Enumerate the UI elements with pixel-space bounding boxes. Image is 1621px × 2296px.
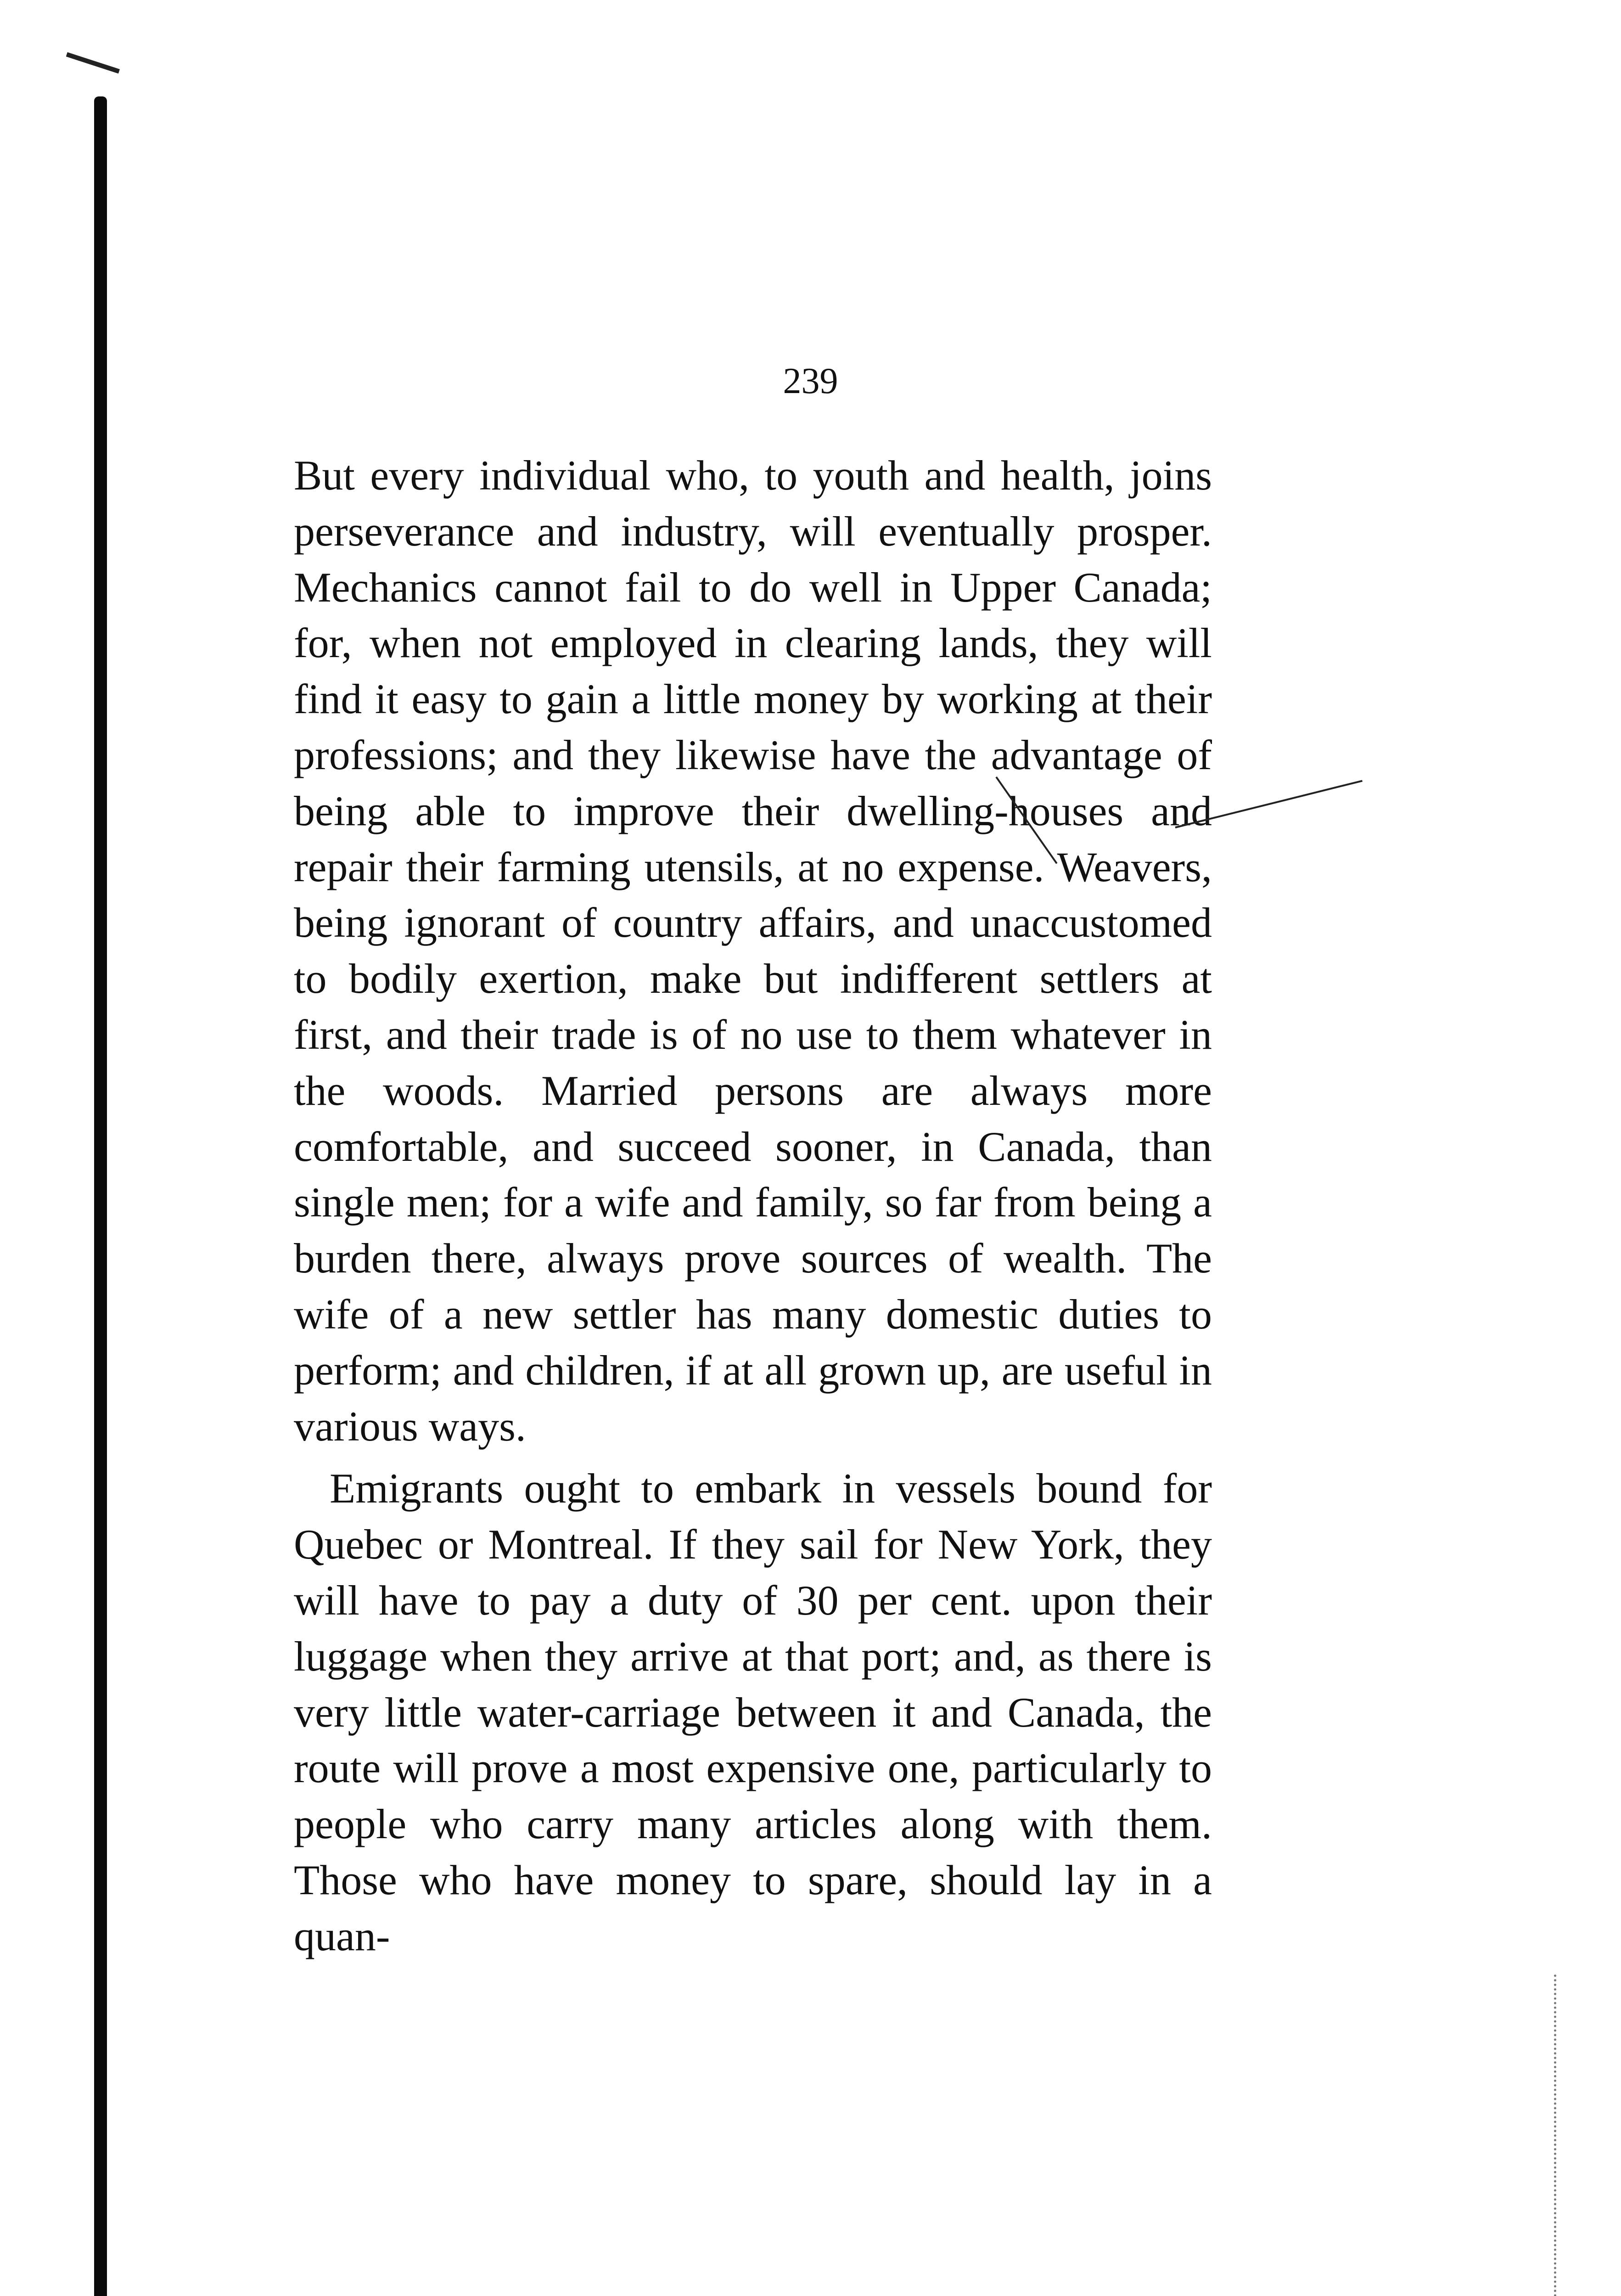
paragraph-2: Emigrants ought to embark in vessels bound for Quebec or Montreal. If they sail for New York, they will have to pay a duty of 30 per cent. upon their luggage when they arrive at that port; and, as there is very little water-carriage between it and Canada, the route will prove a most expensive one, particularly to people who carry many articles along with them. Those who have money to spare, should lay in a quan- (294, 1465, 1212, 1959)
page-number: 239 (783, 361, 838, 401)
body-text (294, 448, 1212, 1964)
binding-corner-mark (55, 52, 120, 109)
binding-edge-shadow (94, 96, 107, 2296)
paragraph-1: But every individual who, to youth and health, joins perseverance and industry, will eventually prosper. Mechanics cannot fail to do well in Upper Canada; for, when not employed in clearing lands, they will find it easy to gain a little money by working at their professions; and they likewise have the advantage of being able to improve their dwelling-houses and repair their farming utensils, at no expense. Weavers, being ignorant of country affairs, and unaccustomed to bodily exertion, make but indifferent settlers at first, and their trade is of no use to them whatever in the woods. Married persons are always more comfortable, and succeed sooner, in Canada, than single men; for a wife and family, so far from being a burden there, always prove sources of wealth. The wife of a new settler has many domestic duties to perform; and children, if at all grown up, are useful in various ways. (294, 452, 1212, 1450)
right-page-edge (1554, 1975, 1556, 2296)
